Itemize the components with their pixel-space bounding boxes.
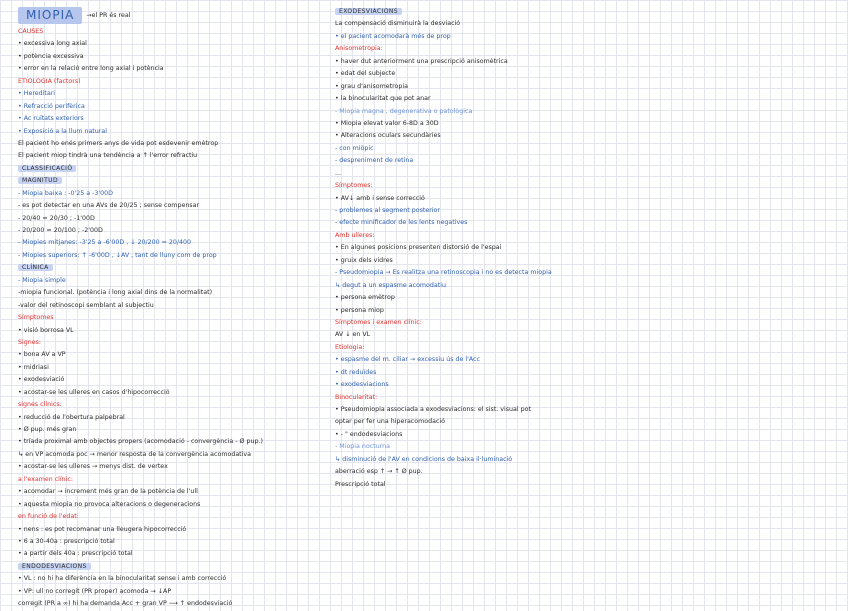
note-line-s-mptomes-i-examen-cl-nic bbox=[335, 317, 605, 329]
note-text: • edat del subjecte bbox=[335, 70, 396, 78]
note-text: - 20/200 = 20/100 ; -2'00D bbox=[18, 227, 103, 234]
note-line-pseudomiopia-es-realitza-una bbox=[335, 267, 605, 279]
note-line-el-pacient-acomodar-m-s-de-p bbox=[335, 31, 605, 43]
note-line-es-pot-detectar-en-una-avs-d bbox=[18, 200, 323, 212]
note-line-6-a-30-40a-prescripci-total bbox=[18, 536, 323, 548]
note-text: • aquesta miopia no provoca alteracions o degeneracions bbox=[18, 500, 201, 508]
note-line-aberraci-esp-pup bbox=[335, 466, 605, 478]
note-text: - Miopia nocturna bbox=[335, 443, 391, 451]
note-text: • Miopia elevat valor 6-8D a 30D bbox=[335, 119, 439, 127]
note-line-anisometropia bbox=[335, 43, 605, 55]
note-line-edat-del-subjecte bbox=[335, 68, 605, 80]
note-text: - Miopies superiors: ↑ -6'00D , ↓AV , tant de lluny com de prop bbox=[18, 251, 217, 259]
note-text: • a partir dels 40a : prescripció total bbox=[18, 550, 133, 558]
note-text: El pacient ho enés primers anys de vida pot esdevenir emètrop bbox=[18, 139, 219, 147]
note-line-amb-ulleres bbox=[335, 230, 605, 242]
note-text: • Exposició a la llum natural bbox=[18, 127, 107, 135]
note-line-a-l-examen-cl-nic bbox=[18, 474, 323, 486]
note-text: • VL : no hi ha diferència en la binocularitat sense i amb correcció bbox=[18, 575, 227, 583]
note-line-av-amb-i-sense-correcci bbox=[335, 193, 605, 205]
note-line-reducci-de-l-obertura-palpeb bbox=[18, 412, 323, 424]
note-line-midriasi bbox=[18, 362, 323, 374]
subheading: a l'examen clínic: bbox=[18, 475, 73, 483]
note-text: • error en la relació entre long axial i potència bbox=[18, 65, 164, 73]
note-line-acostar-se-les-ulleres-en-ca bbox=[18, 387, 323, 399]
subheading: signes clínics: bbox=[18, 401, 62, 409]
note-text: • AV↓ amb i sense correcció bbox=[335, 194, 425, 202]
note-text: • acostar-se les ulleres en casos d'hipocorrecció bbox=[18, 388, 170, 396]
note-text: • Ø pup. més gran bbox=[18, 426, 77, 433]
note-line-pup-m-s-gran bbox=[18, 424, 323, 436]
note-line-s-mptomes bbox=[18, 312, 323, 324]
note-line-degut-a-un-espasme-acomodati bbox=[335, 280, 605, 292]
note-text: • dt reduïdes bbox=[335, 368, 377, 376]
note-line-20-200-20-100-2-00d bbox=[18, 225, 323, 237]
note-line-refracci-perif-rica bbox=[18, 101, 323, 113]
subheading: CAUSES bbox=[18, 28, 44, 35]
note-text: • reducció de l'obertura palpebral bbox=[18, 413, 125, 421]
note-text: • potència excessiva bbox=[18, 52, 84, 60]
note-text: aberració esp ↑ → ↑ Ø pup. bbox=[335, 468, 423, 476]
note-line-av-en-vl bbox=[335, 329, 605, 341]
note-text: • persona emètrop bbox=[335, 294, 395, 302]
subheading: Símptomes i examen clínic: bbox=[335, 318, 422, 326]
note-text: • midriasi bbox=[18, 363, 49, 371]
note-line-pot-ncia-excessiva bbox=[18, 51, 323, 63]
subheading: Símptomes: bbox=[335, 182, 373, 190]
subheading: Etiologia: bbox=[335, 343, 365, 351]
subheading: Anisometropia: bbox=[335, 45, 383, 53]
note-text: • bona AV a VP bbox=[18, 351, 66, 359]
note-text: • acostar-se les ulleres → menys dist. de vertex bbox=[18, 463, 168, 471]
note-text: • la binocularitat que pot anar bbox=[335, 95, 431, 103]
note-text: • Alteracions oculars secundàries bbox=[335, 132, 441, 140]
note-line-el-pacient-miop-tindr-una-te bbox=[18, 150, 323, 162]
note-line-miopia-simple bbox=[18, 275, 323, 287]
note-text: • tríada proximal amb objectes propers (acomodació - convergència - Ø pup.) bbox=[18, 438, 263, 446]
note-line-miopia-elevat-valor-6-8d-a-3 bbox=[335, 118, 605, 130]
note-line-vl-no-hi-ha-difer-ncia-en-la bbox=[18, 573, 323, 585]
note-line-el-pacient-ho-en-s-primers-a bbox=[18, 138, 323, 150]
section-heading: EXODESVIACIONS bbox=[335, 8, 402, 15]
note-text: • gruix dels vidres bbox=[335, 256, 393, 264]
note-line-exodesviaci bbox=[18, 374, 323, 386]
notes-left-column bbox=[18, 6, 323, 611]
note-line-alteracions-oculars-secund-r bbox=[335, 130, 605, 142]
note-text: - Miopia baixa : -0'25 a -3'00D bbox=[18, 189, 113, 197]
note-text: - problemes al segment posterior bbox=[335, 207, 440, 214]
note-line-en-algunes-posicions-present bbox=[335, 242, 605, 254]
note-line-persona-miop bbox=[335, 305, 605, 317]
note-text: • Refracció perifèrica bbox=[18, 102, 85, 110]
note-line-optar-per-fer-una-hiperacomo bbox=[335, 416, 605, 428]
note-line-pseudomiopia-associada-a-exo bbox=[335, 404, 605, 416]
note-text: ↳ en VP acomoda poc → menor resposta de la convergència acomodativa bbox=[18, 450, 251, 458]
note-text: • 6 a 30-40a : prescripció total bbox=[18, 537, 115, 545]
note-text: El pacient miop tindrà una tendència a ↑ l'error refractiu bbox=[18, 152, 198, 160]
note-line-visi-borrosa-vl bbox=[18, 325, 323, 337]
note-line-aquesta-miopia-no-provoca-al bbox=[18, 499, 323, 511]
note-line-la-binocularitat-que-pot-ana bbox=[335, 93, 605, 105]
subheading: Amb ulleres: bbox=[335, 231, 375, 239]
note-text: • visió borrosa VL bbox=[18, 326, 74, 334]
note-text: Prescripció total bbox=[335, 480, 386, 488]
page-title-line bbox=[18, 6, 323, 26]
note-line-miopies-mitjanes-3-25-a-6-00 bbox=[18, 237, 323, 249]
section-heading: MAGNITUD bbox=[18, 177, 62, 184]
note-text: • En algunes posicions presenten distorsió de l'espai bbox=[335, 244, 502, 252]
note-text: • - " endodesviacions bbox=[335, 430, 403, 438]
note-line-s-mptomes bbox=[335, 180, 605, 192]
note-text: • exodesviacions bbox=[335, 381, 389, 389]
note-line-nens-es-pot-recomanar-una-ll bbox=[18, 524, 323, 536]
note-line-gruix-dels-vidres bbox=[335, 255, 605, 267]
note-line-miopia-magna-degenerativa-o- bbox=[335, 106, 605, 118]
section-heading: CLASSIFICACIÓ bbox=[18, 165, 76, 172]
note-text: • grau d'anisometropia bbox=[335, 82, 408, 90]
note-line-etiologia bbox=[335, 342, 605, 354]
subheading: Signes: bbox=[18, 338, 42, 346]
note-line-endodesviacions bbox=[335, 429, 605, 441]
note-line-la-compensaci-disminuir-la-d bbox=[335, 18, 605, 30]
note-text: • Hereditari bbox=[18, 90, 56, 98]
note-line-tr-ada-proximal-amb-objectes bbox=[18, 436, 323, 448]
subheading: en funció de l'edat: bbox=[18, 513, 79, 521]
note-text: -miopia funcional. (potència i long axial dins de la normalitat) bbox=[18, 289, 213, 297]
note-line-cl-nica bbox=[18, 262, 323, 274]
note-text: • Ac ruïtats exteriors bbox=[18, 115, 84, 123]
note-line-con-mi-pic bbox=[335, 143, 605, 155]
note-text: • excessiva long axial bbox=[18, 40, 87, 48]
note-text: - 20/40 = 20/30 ; -1'00D bbox=[18, 214, 95, 222]
note-line-error-en-la-relaci-entre-lon bbox=[18, 63, 323, 75]
note-text: - Miopia simple bbox=[18, 276, 66, 284]
section-heading: CLÍNICA bbox=[18, 264, 53, 271]
note-line-espasme-del-m-ciliar-excessi bbox=[335, 354, 605, 366]
note-text: • acomodar → increment més gran de la potència de l'ull bbox=[18, 488, 198, 496]
note-text: corregit (PR a ∞) hi ha demanda Acc + gran VP ⟶ ↑ endodesviació bbox=[18, 600, 233, 608]
note-text: - efecte minificador de les lents negatives bbox=[335, 219, 468, 227]
note-line-signes bbox=[18, 337, 323, 349]
note-line-binocularitat bbox=[335, 392, 605, 404]
page-title: MIOPIA bbox=[18, 7, 82, 24]
note-text: optar per fer una hiperacomodació bbox=[335, 418, 446, 426]
note-line-a-partir-dels-40a-prescripci bbox=[18, 548, 323, 560]
note-line-miopia-funcional-pot-ncia-i- bbox=[18, 287, 323, 299]
note-line-acostar-se-les-ulleres-menys bbox=[18, 461, 323, 473]
note-line-dt-redu-des bbox=[335, 367, 605, 379]
note-line-haver-dut-anteriorment-una-p bbox=[335, 56, 605, 68]
note-line-exposici-a-la-llum-natural bbox=[18, 126, 323, 138]
note-line-miopia-baixa-0-25-a-3-00d bbox=[18, 188, 323, 200]
note-line-signes-cl-nics bbox=[18, 399, 323, 411]
note-line-magnitud bbox=[18, 175, 323, 187]
note-text: • Pseudomiopia associada a exodesviacions: el sist. visual pot bbox=[335, 406, 531, 413]
note-text: - Pseudomiopia → Es realitza una retinoscopia i no es detecta miopia bbox=[335, 269, 552, 277]
note-text: • nens : es pot recomanar una lleugera hipocorrecció bbox=[18, 525, 187, 533]
subheading: Binocularitat: bbox=[335, 393, 378, 401]
note-text: ... bbox=[335, 169, 342, 177]
note-line-exodesviacions bbox=[335, 6, 605, 18]
subheading: Símptomes bbox=[18, 314, 54, 322]
notes-right-column bbox=[335, 6, 605, 491]
note-line-en-funci-de-l-edat bbox=[18, 511, 323, 523]
note-text: • persona miop bbox=[335, 306, 384, 314]
note-line-prescripci-total bbox=[335, 479, 605, 491]
note-text: - Miopia magna , degenerativa o patològica bbox=[335, 107, 473, 115]
note-line-despreniment-de-retina bbox=[335, 155, 605, 167]
note-text: • VP: ull no corregit (PR proper) acomoda → ↓AP bbox=[18, 587, 172, 595]
note-line-endodesviacions bbox=[18, 561, 323, 573]
note-text: -valor del retinoscopi semblant al subjectiu bbox=[18, 301, 154, 309]
note-line-efecte-minificador-de-les-le bbox=[335, 217, 605, 229]
note-line-line bbox=[335, 168, 605, 180]
note-text: ↳ disminució de l'AV en condicions de baixa il·luminació bbox=[335, 455, 513, 463]
note-text: - despreniment de retina bbox=[335, 157, 414, 165]
note-line-miopies-superiors-6-00d-av-t bbox=[18, 250, 323, 262]
note-text: • espasme del m. ciliar → excessiu ús de l'Acc bbox=[335, 356, 480, 364]
note-text: La compensació disminuirà la desviació bbox=[335, 20, 461, 28]
note-line-vp-ull-no-corregit-pr-proper bbox=[18, 586, 323, 598]
note-line-valor-del-retinoscopi-sembla bbox=[18, 300, 323, 312]
note-line-en-vp-acomoda-poc-menor-resp bbox=[18, 449, 323, 461]
note-line-problemes-al-segment-posteri bbox=[335, 205, 605, 217]
note-line-exodesviacions bbox=[335, 379, 605, 391]
subheading: ETIOLOGIA (factors) bbox=[18, 77, 81, 85]
note-text: ↳ degut a un espasme acomodatiu bbox=[335, 281, 446, 289]
note-line-persona-em-trop bbox=[335, 292, 605, 304]
note-line-bona-av-a-vp bbox=[18, 349, 323, 361]
note-line-excessiva-long-axial bbox=[18, 38, 323, 50]
note-text: - con miòpic bbox=[335, 144, 374, 152]
note-line-etiologia-factors bbox=[18, 76, 323, 88]
note-line-grau-d-anisometropia bbox=[335, 81, 605, 93]
note-line-causes bbox=[18, 26, 323, 38]
note-text: • el pacient acomodarà més de prop bbox=[335, 32, 451, 40]
section-heading: ENDODESVIACIONS bbox=[18, 563, 91, 570]
note-text: - Miopies mitjanes: -3'25 a -6'00D , ↓ 20/200 = 20/400 bbox=[18, 239, 192, 247]
note-text: • exodesviació bbox=[18, 376, 65, 384]
note-text: • haver dut anteriorment una prescripció anisomètrica bbox=[335, 57, 508, 65]
note-line-disminuci-de-l-av-en-condici bbox=[335, 454, 605, 466]
note-line-ac-ru-tats-exteriors bbox=[18, 113, 323, 125]
note-line-miopia-nocturna bbox=[335, 441, 605, 453]
note-text: AV ↓ en VL bbox=[335, 331, 371, 339]
note-line-acomodar-increment-m-s-gran- bbox=[18, 486, 323, 498]
note-line-classificaci bbox=[18, 163, 323, 175]
note-line-hereditari bbox=[18, 88, 323, 100]
note-text: - es pot detectar en una AVs de 20/25 ; sense compensar bbox=[18, 202, 200, 210]
title-note: →el PR és real bbox=[86, 12, 131, 19]
note-line-20-40-20-30-1-00d bbox=[18, 213, 323, 225]
